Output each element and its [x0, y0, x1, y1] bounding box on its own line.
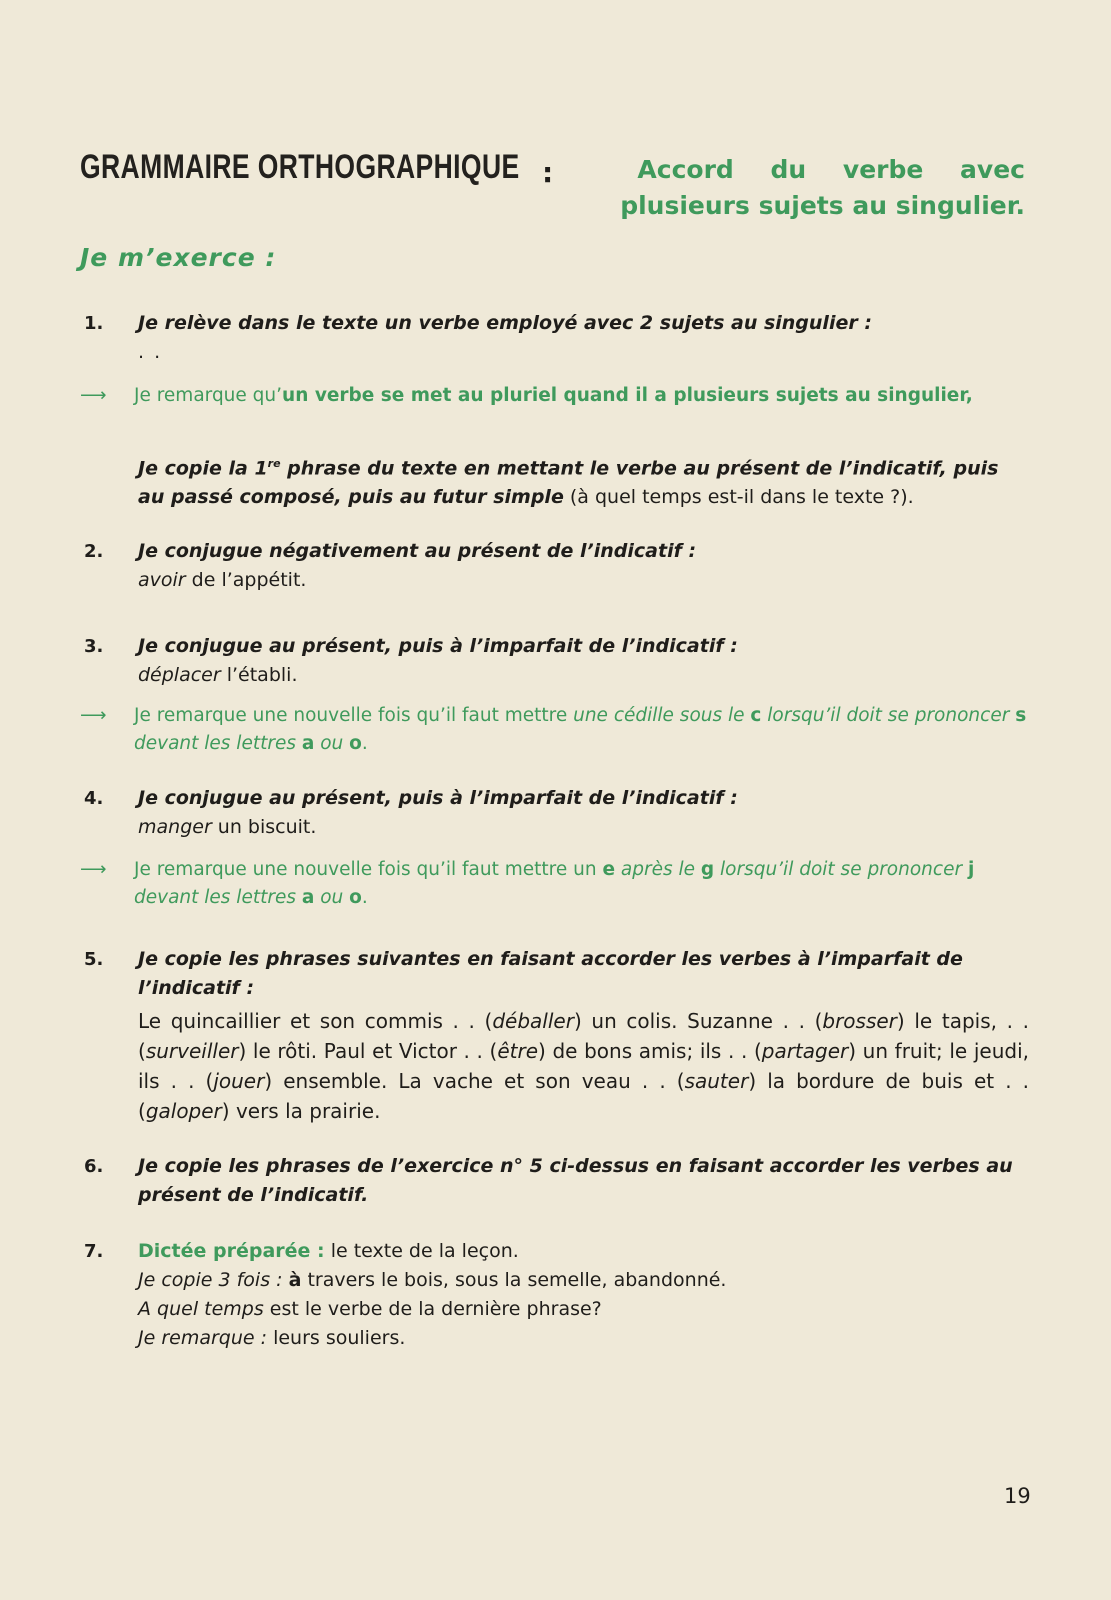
- exercise-sentences: Le quincaillier et son commis . . (déballer) un colis. Suzanne . . (brosser) le tapis, . . (surveiller) le rôti. Paul et Victor . . (être) de bons amis; ils . . (partager) un fruit; le jeudi, ils . . (jouer) ensemble. La vache et son veau . . (sauter) la bordure de buis et . . (galoper) vers la prairie.: [138, 1009, 1030, 1123]
- remark-text: Je remarque une nouvelle fois qu’il faut mettre une cédille sous le c lorsqu’il doit se prononcer s devant les lettres a ou o.: [134, 705, 1027, 754]
- exercise-number: 3.: [84, 636, 104, 657]
- remark-rule: un verbe se met au pluriel quand il a plusieurs sujets au singulier,: [282, 385, 973, 406]
- exercise-number: 4.: [84, 788, 104, 809]
- copy-instruction: Je copie la 1: [138, 457, 268, 480]
- exercise-number: 7.: [84, 1241, 104, 1262]
- remark-4: [80, 856, 1030, 912]
- verb-complement: l’établi.: [220, 664, 298, 686]
- subtitle-line-1: Accord du verbe avec: [637, 155, 1025, 184]
- exercise-5: [84, 945, 1029, 1126]
- title-main: GRAMMAIRE ORTHOGRAPHIQUE: [80, 148, 520, 186]
- arrow-icon: ⟶: [80, 385, 107, 406]
- dictation-label: Dictée préparée :: [138, 1240, 325, 1262]
- exercise-3: [84, 632, 1029, 690]
- superscript: re: [267, 457, 281, 470]
- remark-1: [80, 382, 1030, 410]
- title-subtitle: [620, 152, 1025, 224]
- remark-3: [80, 702, 1030, 758]
- exercise-instruction: Je copie les phrases de l’exercice n° 5 ci-dessus en faisant accorder les verbes au présent de l’indicatif.: [138, 1155, 1013, 1206]
- subtitle-line-2: plusieurs sujets au singulier.: [620, 191, 1025, 220]
- exercise-number: 2.: [84, 541, 104, 562]
- exercise-instruction: Je conjugue au présent, puis à l’imparfait de l’indicatif :: [138, 635, 738, 657]
- dictation-text: le texte de la leçon.: [324, 1240, 519, 1262]
- exercise-7: 7. Dictée préparée : le texte de la leçon. Je copie 3 fois : à travers le bois, sous la semelle, abandonné. A quel temps est le verbe de la dernière phrase? Je remarque : leurs souliers.: [84, 1237, 1029, 1353]
- arrow-icon: ⟶: [80, 705, 107, 726]
- exercise-number: 5.: [84, 949, 104, 970]
- exercise-1: [84, 309, 1029, 367]
- page-number: 19: [1004, 1484, 1031, 1508]
- exercise-instruction: Je copie les phrases suivantes en faisant accorder les verbes à l’imparfait de l’indicatif :: [138, 948, 963, 999]
- section-heading: Je m’exerce :: [80, 243, 277, 272]
- title-colon: :: [542, 156, 554, 189]
- remark-text: Je remarque qu’: [134, 385, 283, 406]
- exercise-4: [84, 784, 1029, 842]
- verb: avoir: [138, 569, 186, 591]
- exercise-instruction: Je conjugue au présent, puis à l’imparfait de l’indicatif :: [138, 787, 738, 809]
- verb: manger: [138, 816, 212, 838]
- copy-instruction-cont: phrase du texte en mettant le verbe au présent de l’indicatif, puis au passé composé, puis au futur simple: [138, 457, 999, 509]
- exercise-2: [84, 537, 1029, 595]
- arrow-icon: ⟶: [80, 859, 107, 880]
- exercise-number: 6.: [84, 1156, 104, 1177]
- answer-dots: . .: [138, 341, 163, 363]
- exercise-number: 1.: [84, 313, 104, 334]
- verb: déplacer: [138, 664, 221, 686]
- exercise-instruction: Je conjugue négativement au présent de l’indicatif :: [138, 540, 697, 562]
- exercise-1-copy: [84, 449, 1029, 512]
- exercise-6: [84, 1152, 1029, 1210]
- verb-complement: de l’appétit.: [185, 569, 307, 591]
- exercise-instruction: Je relève dans le texte un verbe employé avec 2 sujets au singulier :: [138, 312, 872, 334]
- verb-complement: un biscuit.: [211, 816, 317, 838]
- copy-question: (à quel temps est-il dans le texte ?).: [563, 486, 914, 509]
- remark-text: Je remarque une nouvelle fois qu’il faut mettre un e après le g lorsqu’il doit se prononcer j devant les lettres a ou o.: [134, 859, 975, 908]
